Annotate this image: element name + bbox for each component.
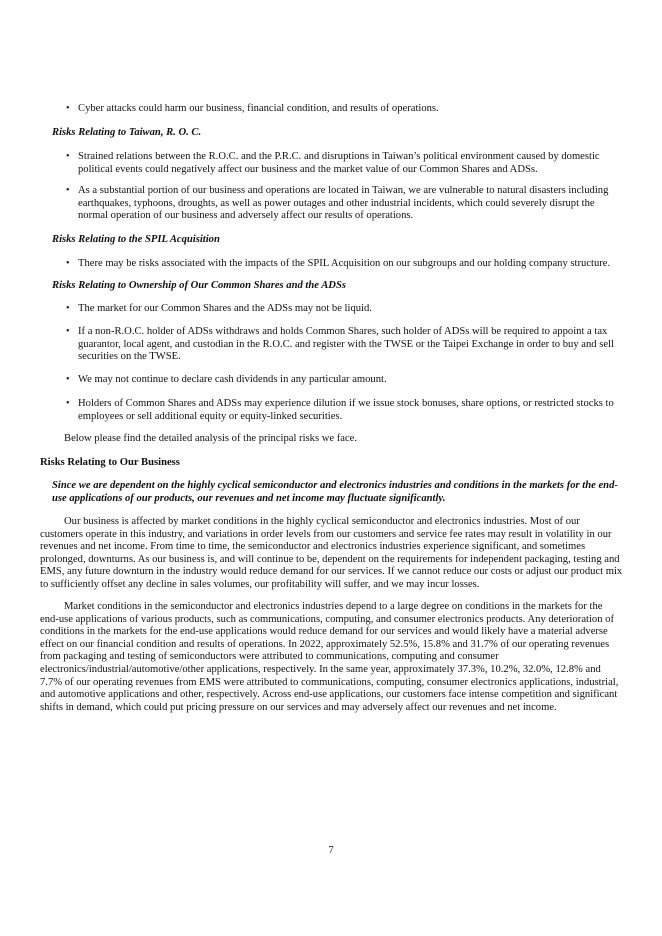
page-number: 7 <box>328 845 334 856</box>
bullet-non-roc-holder: • If a non-R.O.C. holder of ADSs withdraws and holds Common Shares, such holder of ADSs will be required to appoint a tax guarantor, local agent, and custodian in the R.O.C. and register with the TWSE or the Taipei Exchange in order to buy and sell securities on the TWSE. <box>66 326 614 363</box>
heading-spil-acquisition: Risks Relating to the SPIL Acquisition <box>52 234 220 245</box>
bullet-icon: • <box>66 185 70 196</box>
bullet-spil-risks: • There may be risks associated with the impacts of the SPIL Acquisition on our subgroups and our holding company structure. <box>66 258 611 269</box>
intro-line: Below please find the detailed analysis of the principal risks we face. <box>64 433 357 444</box>
heading-business-risks: Risks Relating to Our Business <box>40 457 180 468</box>
bullet-icon: • <box>66 103 70 114</box>
paragraph-market-conditions: Our business is affected by market conditions in the highly cyclical semiconductor and electronics industries. Most of our customers operate in this industry, and variations in order levels from our customers and service fee rates may result in volatility in our revenues and net income. From time to time, the semiconductor and electronics industries experience significant, and sometimes prolonged, downturns. As our business is, and will continue to be, dependent on the requirements for independent packaging, testing and EMS, any future downturn in the industry would reduce demand for our services. If we cannot reduce our costs or adjust our product mix to sufficiently offset any decline in sales volumes, our profitability will suffer, and we may incur losses. <box>40 516 623 590</box>
bullet-natural-disasters: • As a substantial portion of our business and operations are located in Taiwan, we are vulnerable to natural disasters including earthquakes, typhoons, droughts, as well as power outages and other industrial incidents, which could severely disrupt the normal operation of our business and adversely affect our results of operations. <box>66 185 609 222</box>
bullet-cash-dividends: • We may not continue to declare cash dividends in any particular amount. <box>66 374 387 385</box>
heading-ownership-risks: Risks Relating to Ownership of Our Common Shares and the ADSs <box>52 280 346 291</box>
bullet-icon: • <box>66 151 70 162</box>
bullet-icon: • <box>66 326 70 337</box>
bullet-taiwan-relations: • Strained relations between the R.O.C. and the P.R.C. and disruptions in Taiwan’s political environment caused by domestic political events could negatively affect our business and the market value of our Common Shares and ADSs. <box>66 151 600 175</box>
risk-factor-title: Since we are dependent on the highly cyclical semiconductor and electronics industries and conditions in the markets for the end-use applications of our products, our revenues and net income may fluctuate significantly. <box>52 480 618 504</box>
paragraph-end-use-applications: Market conditions in the semiconductor and electronics industries depend to a large degree on conditions in the markets for the end-use applications of various products, such as communications, computing, and consumer electronics products. Any deterioration of conditions in the markets for the end-use applications would reduce demand for our services and would likely have a material adverse effect on our financial condition and results of operations. In 2022, approximately 52.5%, 15.8% and 31.7% of our operating revenues from packaging and testing of semiconductors were attributed to communications, computing and consumer electronics/industrial/automotive/other applications, respectively. In the same year, approximately 37.3%, 10.2%, 32.0%, 12.8% and 7.7% of our operating revenues from EMS were attributed to communications, computing, consumer electronics applications, industrial, and automotive applications and other, respectively. Across end-use applications, our customers face intense competition and significant shifts in demand, which could put pricing pressure on our services and may adversely affect our revenues and net income. <box>40 601 619 713</box>
bullet-cyber-attacks: • Cyber attacks could harm our business, financial condition, and results of operations. <box>66 103 439 114</box>
bullet-icon: • <box>66 303 70 314</box>
bullet-dilution: • Holders of Common Shares and ADSs may experience dilution if we issue stock bonuses, share options, or restricted stocks to employees or sell additional equity or equity-linked securities. <box>66 398 614 422</box>
heading-taiwan-risks: Risks Relating to Taiwan, R. O. C. <box>52 127 202 138</box>
bullet-icon: • <box>66 374 70 385</box>
bullet-icon: • <box>66 258 70 269</box>
bullet-icon: • <box>66 398 70 409</box>
bullet-market-liquidity: • The market for our Common Shares and the ADSs may not be liquid. <box>66 303 372 314</box>
